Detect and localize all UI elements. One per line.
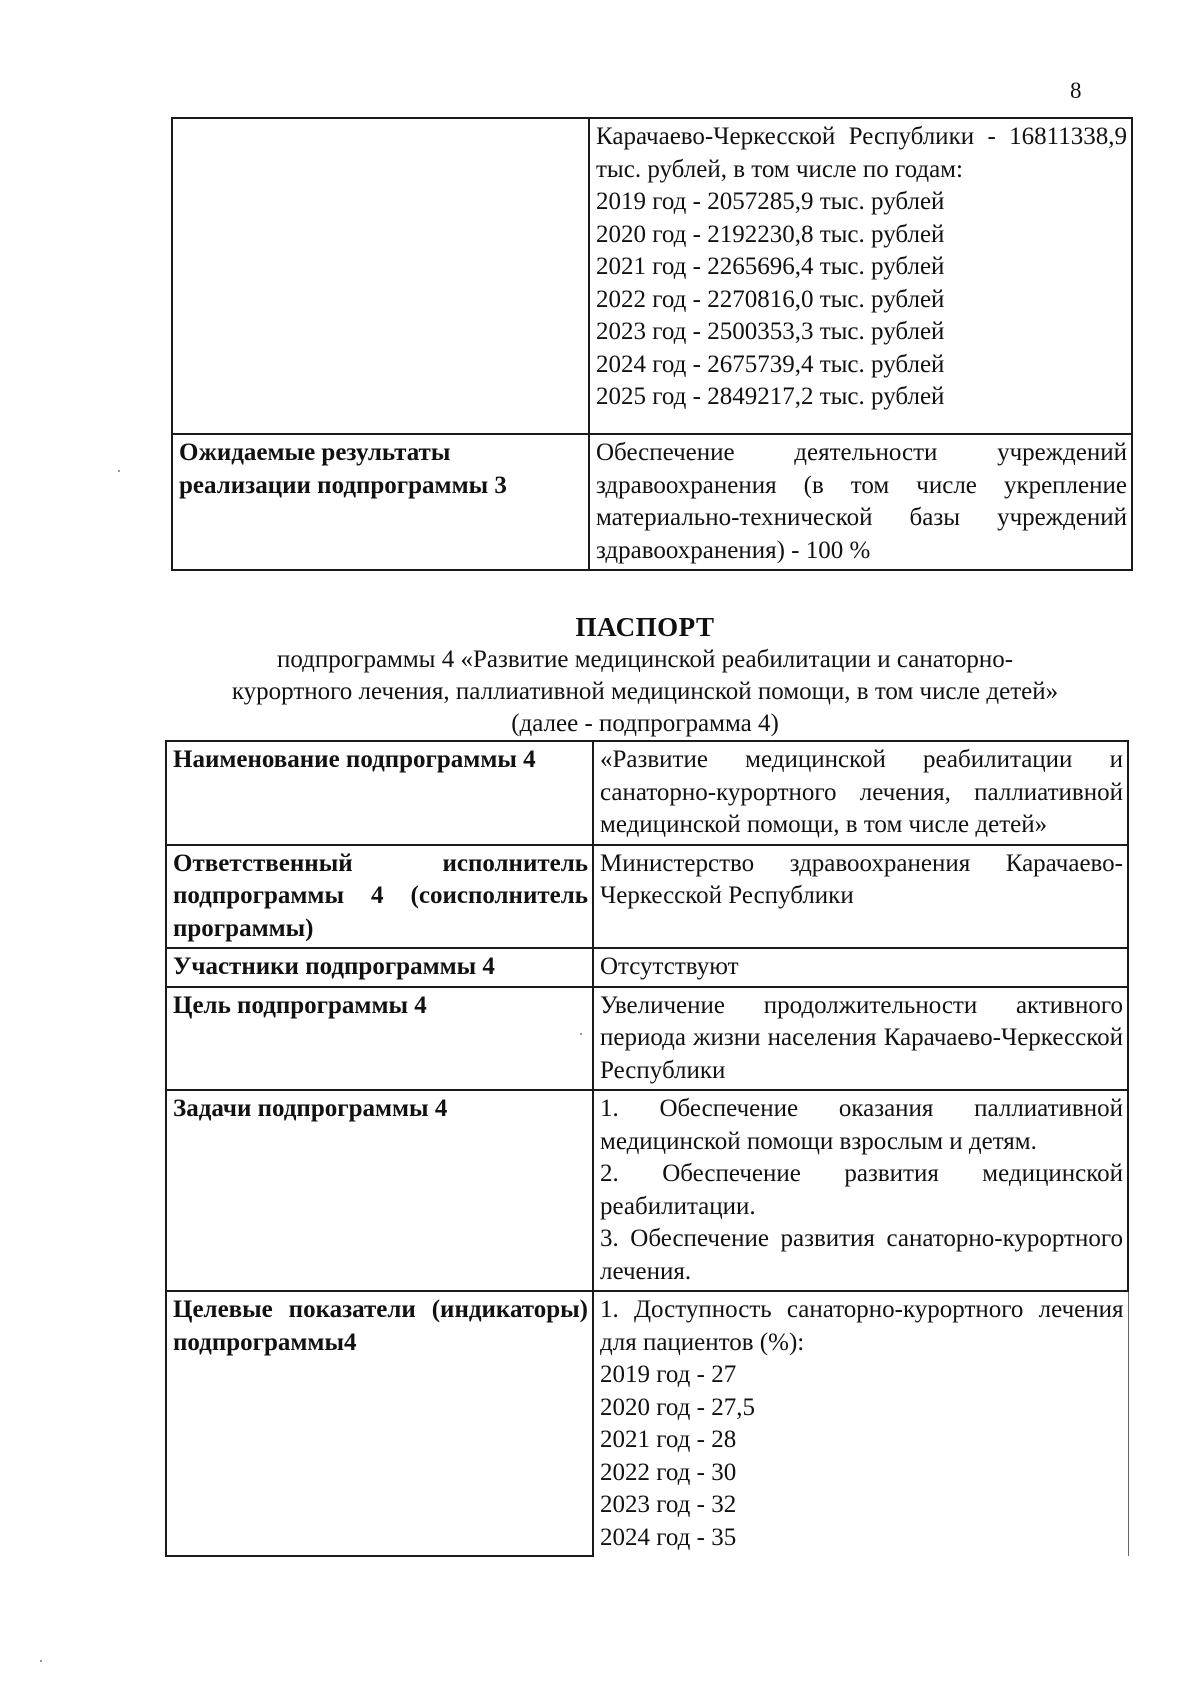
task-item: 2. Обеспечение развития медицинской реабилитации. bbox=[600, 1160, 1123, 1220]
text-line: 2022 год - 2270816,0 тыс. рублей bbox=[596, 285, 945, 313]
table-cell-label bbox=[166, 1090, 593, 1291]
passport-heading: ПАСПОРТ bbox=[575, 612, 715, 642]
indicator-line: 2023 год - 32 bbox=[600, 1491, 737, 1518]
text-line: 2024 год - 2675739,4 тыс. рублей bbox=[596, 350, 945, 378]
row-value-name: «Развитие медицинской реабилитации и санаторно-курортного лечения, паллиативной медицинской помощи, в том числе детей» bbox=[600, 746, 1123, 838]
task-item: 1. Обеспечение оказания паллиативной медицинской помощи взрослым и детям. bbox=[600, 1095, 1123, 1155]
table-cell-label bbox=[172, 434, 589, 570]
table-cell-value bbox=[589, 434, 1132, 570]
table-cell-label bbox=[166, 1291, 593, 1556]
indicator-line: 2024 год - 35 bbox=[600, 1523, 737, 1551]
passport-subtitle-line: (далее - подпрограмма 4) bbox=[511, 710, 779, 737]
text-line: 2020 год - 2192230,8 тыс. рублей bbox=[596, 220, 945, 248]
expected-results-value: Обеспечение деятельности учреждений здравоохранения (в том числе укрепление материально-технической базы учреждений здравоохранения) - 100 % bbox=[596, 439, 1127, 564]
indicator-line: 2019 год - 27 bbox=[600, 1361, 737, 1388]
row-label-name: Наименование подпрограммы 4 bbox=[173, 746, 536, 773]
table-cell-value bbox=[589, 118, 1132, 434]
table-cell-value bbox=[593, 948, 1128, 987]
table-row bbox=[166, 741, 1128, 845]
task-item: 3. Обеспечение развития санаторно-курортного лечения. bbox=[600, 1225, 1123, 1285]
text-line: 2019 год - 2057285,9 тыс. рублей bbox=[596, 188, 945, 215]
row-label-tasks: Задачи подпрограммы 4 bbox=[173, 1095, 448, 1122]
text-line: 2025 год - 2849217,2 тыс. рублей bbox=[596, 383, 945, 410]
table-cell-label bbox=[166, 948, 593, 987]
row-label-goal: Цель подпрограммы 4 bbox=[173, 991, 427, 1019]
passport-subtitle-line: курортного лечения, паллиативной медицинской помощи, в том числе детей» bbox=[231, 678, 1059, 705]
table-cell-value bbox=[593, 1291, 1128, 1556]
passport-title-block bbox=[150, 610, 1140, 740]
table-cell-value bbox=[593, 741, 1128, 845]
table-row bbox=[166, 948, 1128, 987]
table-cell-value bbox=[593, 987, 1128, 1091]
table-row bbox=[166, 1291, 1128, 1556]
table-cell-label bbox=[166, 845, 593, 949]
scan-speck bbox=[580, 1033, 582, 1035]
table-cell-label bbox=[166, 987, 593, 1091]
row-label-executor: Ответственный исполнитель подпрограммы 4 (соисполнитель программы) bbox=[173, 849, 588, 942]
table-row bbox=[172, 118, 1132, 434]
text-line: 2021 год - 2265696,4 тыс. рублей bbox=[596, 253, 945, 280]
table-cell-value bbox=[593, 1090, 1128, 1291]
table-cell-label bbox=[172, 118, 589, 434]
row-label-participants: Участники подпрограммы 4 bbox=[173, 953, 495, 980]
expected-results-label: Ожидаемые результаты реализации подпрограммы 3 bbox=[179, 439, 507, 499]
table-cell-label bbox=[166, 741, 593, 845]
scan-speck bbox=[40, 1660, 42, 1662]
indicator-line: 1. Доступность санаторно-курортного лечения для пациентов (%): bbox=[600, 1296, 1124, 1356]
scan-speck bbox=[118, 470, 120, 472]
passport-subtitle-line: подпрограммы 4 «Развитие медицинской реабилитации и санаторно- bbox=[276, 646, 1014, 673]
table-cell-value bbox=[593, 845, 1128, 949]
table-row bbox=[166, 987, 1128, 1091]
table-passport-subprogram-4 bbox=[165, 740, 1129, 1557]
row-value-participants: Отсутствуют bbox=[600, 953, 739, 980]
indicator-line: 2020 год - 27,5 bbox=[600, 1393, 755, 1421]
text-line: Карачаево-Черкесской Республики - 16811338,9 тыс. рублей, в том числе по годам: bbox=[596, 123, 1127, 183]
table-funding-continuation bbox=[171, 117, 1133, 571]
indicator-line: 2022 год - 30 bbox=[600, 1458, 737, 1486]
indicator-line: 2021 год - 28 bbox=[600, 1426, 737, 1453]
row-value-goal: Увеличение продолжительности активного периода жизни населения Карачаево-Черкесской Республики bbox=[600, 991, 1123, 1084]
page-number: 8 bbox=[1070, 78, 1082, 103]
table-row bbox=[172, 434, 1132, 570]
row-value-executor: Министерство здравоохранения Карачаево-Черкесской Республики bbox=[600, 849, 1123, 909]
text-line: 2023 год - 2500353,3 тыс. рублей bbox=[596, 318, 945, 345]
table-row bbox=[166, 1090, 1128, 1291]
row-label-indicators: Целевые показатели (индикаторы) подпрограммы4 bbox=[173, 1296, 588, 1356]
table-row bbox=[166, 845, 1128, 949]
